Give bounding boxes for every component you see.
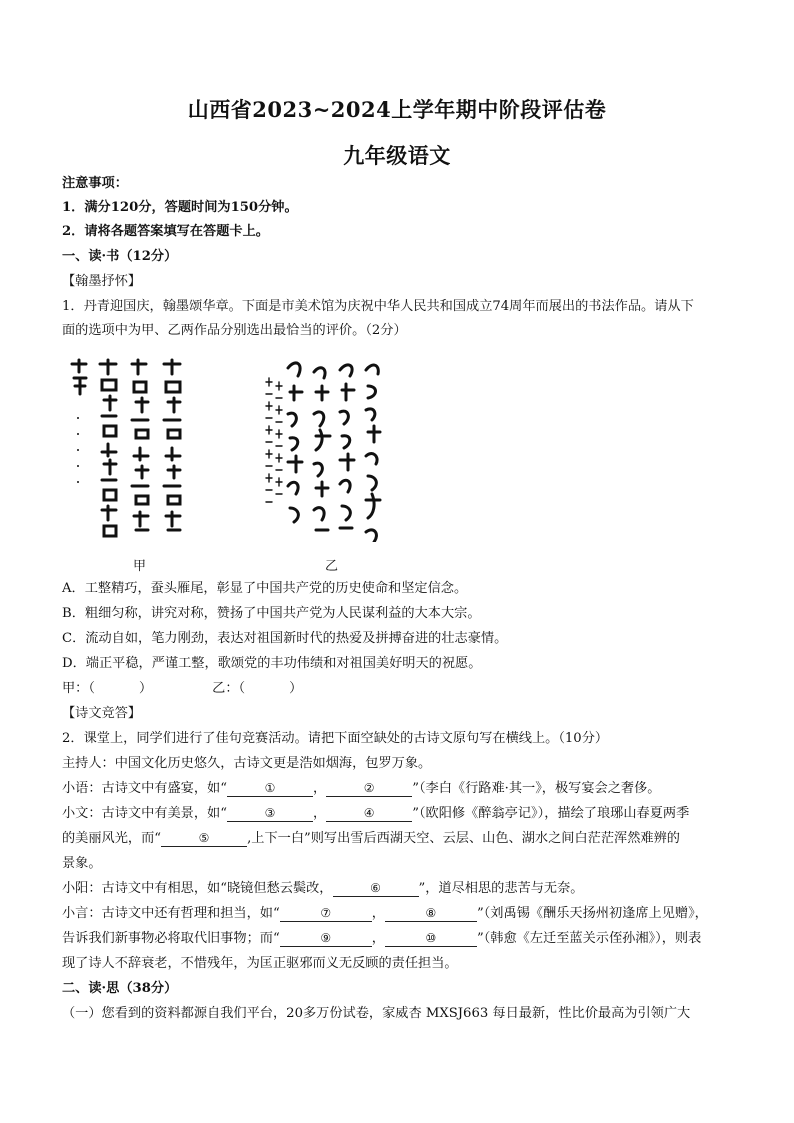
- xiaoyang-text-a: 小阳：古诗文中有相思，如“晓镜但愁云鬓改，: [62, 881, 333, 896]
- answer-b-close: ）: [289, 681, 303, 696]
- blank-5[interactable]: ⑤: [161, 831, 247, 847]
- separator: ，: [371, 931, 385, 946]
- xiaoyan-line-3: 现了诗人不辞衰老，不惜残年，为匡正驱邪而义无反顾的责任担当。: [62, 956, 458, 971]
- blank-1[interactable]: ①: [227, 781, 313, 797]
- calligraphy-work-b: [256, 358, 388, 542]
- option-a: A．工整精巧，蚕头雁尾，彰显了中国共产党的历史使命和坚定信念。: [62, 581, 468, 596]
- xiaoyang-text-b: ”，道尽相思的悲苦与无奈。: [418, 881, 584, 896]
- option-d: D．端正平稳，严谨工整，歌颂党的丰功伟绩和对祖国美好明天的祝愿。: [62, 656, 482, 671]
- calligraphy-work-a: [66, 356, 194, 544]
- q1-text-line1: 1．丹青迎国庆，翰墨颂华章。下面是市美术馆为庆祝中华人民共和国成立74周年而展出的书法作品。请从下: [62, 299, 694, 314]
- xiaowen2-text-b: ,上下一白”则写出雪后西湖天空、云层、山色、湖水之间白茫茫浑然难辨的: [247, 831, 680, 846]
- note-item-2: 2．请将各题答案填写在答题卡上。: [62, 224, 269, 239]
- xiaowen-text-b: ”（欧阳修《醉翁亭记》），描绘了琅琊山春夏两季: [412, 806, 690, 821]
- exam-subtitle: 九年级语文: [343, 143, 451, 168]
- notes-heading: 注意事项：: [62, 176, 128, 191]
- answer-row: [62, 680, 742, 698]
- blank-4[interactable]: ④: [326, 806, 412, 822]
- xiaoyu-line: [62, 780, 742, 798]
- host-line: 主持人：中国文化历史悠久，古诗文更是浩如烟海，包罗万象。: [62, 756, 432, 771]
- sub-heading-poetry: 【诗文竞答】: [62, 706, 142, 721]
- xiaoyan2-text-b: ”（韩愈《左迁至蓝关示侄孙湘》），则表: [476, 931, 702, 946]
- caption-work-b: 乙: [325, 559, 339, 574]
- q2-text: 2．课堂上，同学们进行了佳句竞赛活动。请把下面空缺处的古诗文原句写在横线上。（10分）: [62, 731, 609, 746]
- xiaoyan-line: [62, 905, 742, 923]
- xiaowen-line-2: [62, 830, 742, 848]
- note-item-1: 1．满分120分，答题时间为150分钟。: [62, 200, 298, 215]
- separator: ，: [313, 806, 327, 821]
- separator: ，: [371, 906, 385, 921]
- xiaowen2-text-a: 的美丽风光，而“: [62, 831, 162, 846]
- blank-3[interactable]: ③: [227, 806, 313, 822]
- separator: ，: [313, 781, 327, 796]
- xiaoyu-text-a: 小语：古诗文中有盛宴，如“: [62, 781, 227, 796]
- section1-heading: 一、读·书（12分）: [62, 249, 178, 264]
- blank-9[interactable]: ⑨: [280, 931, 372, 947]
- xiaoyan2-text-a: 告诉我们新事物必将取代旧事物；而“: [62, 931, 280, 946]
- section2-line1: （一）您看到的资料都源自我们平台，20多万份试卷，家威杏 MXSJ663 每日最新，性比价最高为引领广大: [62, 1006, 691, 1021]
- answer-a-close: ）: [138, 681, 153, 696]
- answer-b-label: 乙：（: [212, 681, 246, 696]
- exam-title: 山西省2023~2024上学年期中阶段评估卷: [187, 97, 607, 122]
- xiaoyan-line-2: [62, 930, 742, 948]
- caption-work-a: 甲: [133, 559, 147, 574]
- section2-heading: 二、读·思（38分）: [62, 981, 178, 996]
- xiaoyu-text-b: ”（李白《行路难·其一》，极写宴会之奢侈。: [412, 781, 661, 796]
- xiaowen-line: [62, 805, 742, 823]
- xiaowen-text-a: 小文：古诗文中有美景，如“: [62, 806, 227, 821]
- xiaoyan-text-b: ”（刘禹锡《酬乐天扬州初逢席上见赠》，: [476, 906, 708, 921]
- xiaowen-line-3: 景象。: [62, 856, 102, 871]
- xiaoyang-line: [62, 880, 742, 898]
- xiaoyan-text-a: 小言：古诗文中还有哲理和担当，如“: [62, 906, 280, 921]
- blank-7[interactable]: ⑦: [280, 906, 372, 922]
- blank-10[interactable]: ⑩: [385, 931, 477, 947]
- blank-2[interactable]: ②: [326, 781, 412, 797]
- blank-6[interactable]: ⑥: [333, 881, 419, 897]
- option-b: B．粗细匀称，讲究对称，赞扬了中国共产党为人民谋利益的大本大宗。: [62, 606, 481, 621]
- option-c: C．流动自如，笔力刚劲，表达对祖国新时代的热爱及拼搏奋进的壮志豪情。: [62, 631, 508, 646]
- q1-text-line2: 面的选项中为甲、乙两作品分别选出最恰当的评价。（2分）: [62, 323, 407, 338]
- sub-heading-calligraphy: 【翰墨抒怀】: [62, 274, 142, 289]
- blank-8[interactable]: ⑧: [385, 906, 477, 922]
- answer-a-label: 甲：（: [62, 681, 95, 696]
